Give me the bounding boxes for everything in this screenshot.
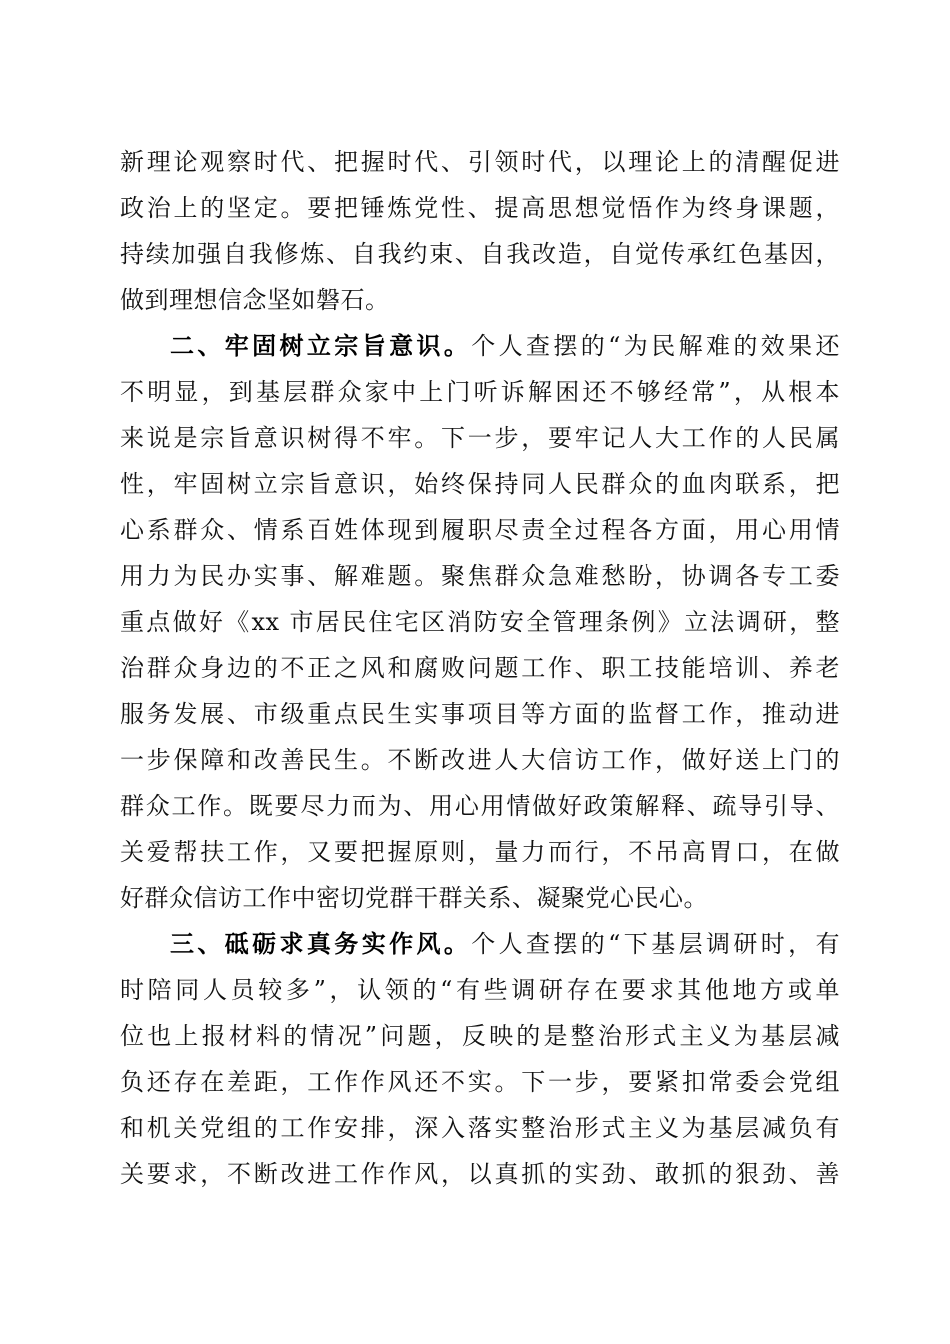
text-line: 心系群众、情系百姓体现到履职尽责全过程各方面，用心用情: [120, 516, 840, 544]
text-line: 来说是宗旨意识树得不牢。下一步，要牢记人大工作的人民属: [120, 424, 840, 452]
text-run: 个人查摆的“下基层调研时，有: [471, 930, 840, 958]
text-line: 政治上的坚定。要把锤炼党性、提高思想觉悟作为终身课题，: [120, 194, 840, 222]
text-line: 一步保障和改善民生。不断改进人大信访工作，做好送上门的: [120, 746, 840, 774]
text-line: 性，牢固树立宗旨意识，始终保持同人民群众的血肉联系，把: [120, 470, 840, 498]
text-line: 时陪同人员较多”，认领的“有些调研存在要求其他地方或单: [120, 976, 840, 1004]
text-line: 持续加强自我修炼、自我约束、自我改造，自觉传承红色基因，: [120, 240, 840, 268]
text-line: 位也上报材料的情况”问题，反映的是整治形式主义为基层减: [120, 1022, 840, 1050]
text-line: 关爱帮扶工作，又要把握原则，量力而行，不吊高胃口，在做: [120, 838, 840, 866]
text-line: 重点做好《xx 市居民住宅区消防安全管理条例》立法调研，整: [120, 608, 840, 636]
text-line: 治群众身边的不正之风和腐败问题工作、职工技能培训、养老: [120, 654, 840, 682]
text-line: 服务发展、市级重点民生实事项目等方面的监督工作，推动进: [120, 700, 840, 728]
text-line: 用力为民办实事、解难题。聚焦群众急难愁盼，协调各专工委: [120, 562, 840, 590]
paragraph-first-line: [170, 924, 840, 964]
text-line: 关要求，不断改进工作作风，以真抓的实劲、敢抓的狠劲、善: [120, 1160, 840, 1188]
text-line: 和机关党组的工作安排，深入落实整治形式主义为基层减负有: [120, 1114, 840, 1142]
section-heading: 三、砥砺求真务实作风。: [170, 929, 472, 958]
text-line: 不明显，到基层群众家中上门听诉解困还不够经常”，从根本: [120, 378, 840, 406]
text-line: 新理论观察时代、把握时代、引领时代，以理论上的清醒促进: [120, 148, 840, 176]
text-line: 负还存在差距，工作作风还不实。下一步，要紧扣常委会党组: [120, 1068, 840, 1096]
text-line: 做到理想信念坚如磐石。: [120, 286, 390, 314]
text-line: 好群众信访工作中密切党群干群关系、凝聚党心民心。: [120, 884, 708, 912]
paragraph-first-line: [170, 326, 840, 366]
section-heading: 二、牢固树立宗旨意识。: [170, 331, 472, 360]
text-run: 个人查摆的“为民解难的效果还: [471, 332, 840, 360]
text-line: 群众工作。既要尽力而为、用心用情做好政策解释、疏导引导、: [120, 792, 840, 820]
